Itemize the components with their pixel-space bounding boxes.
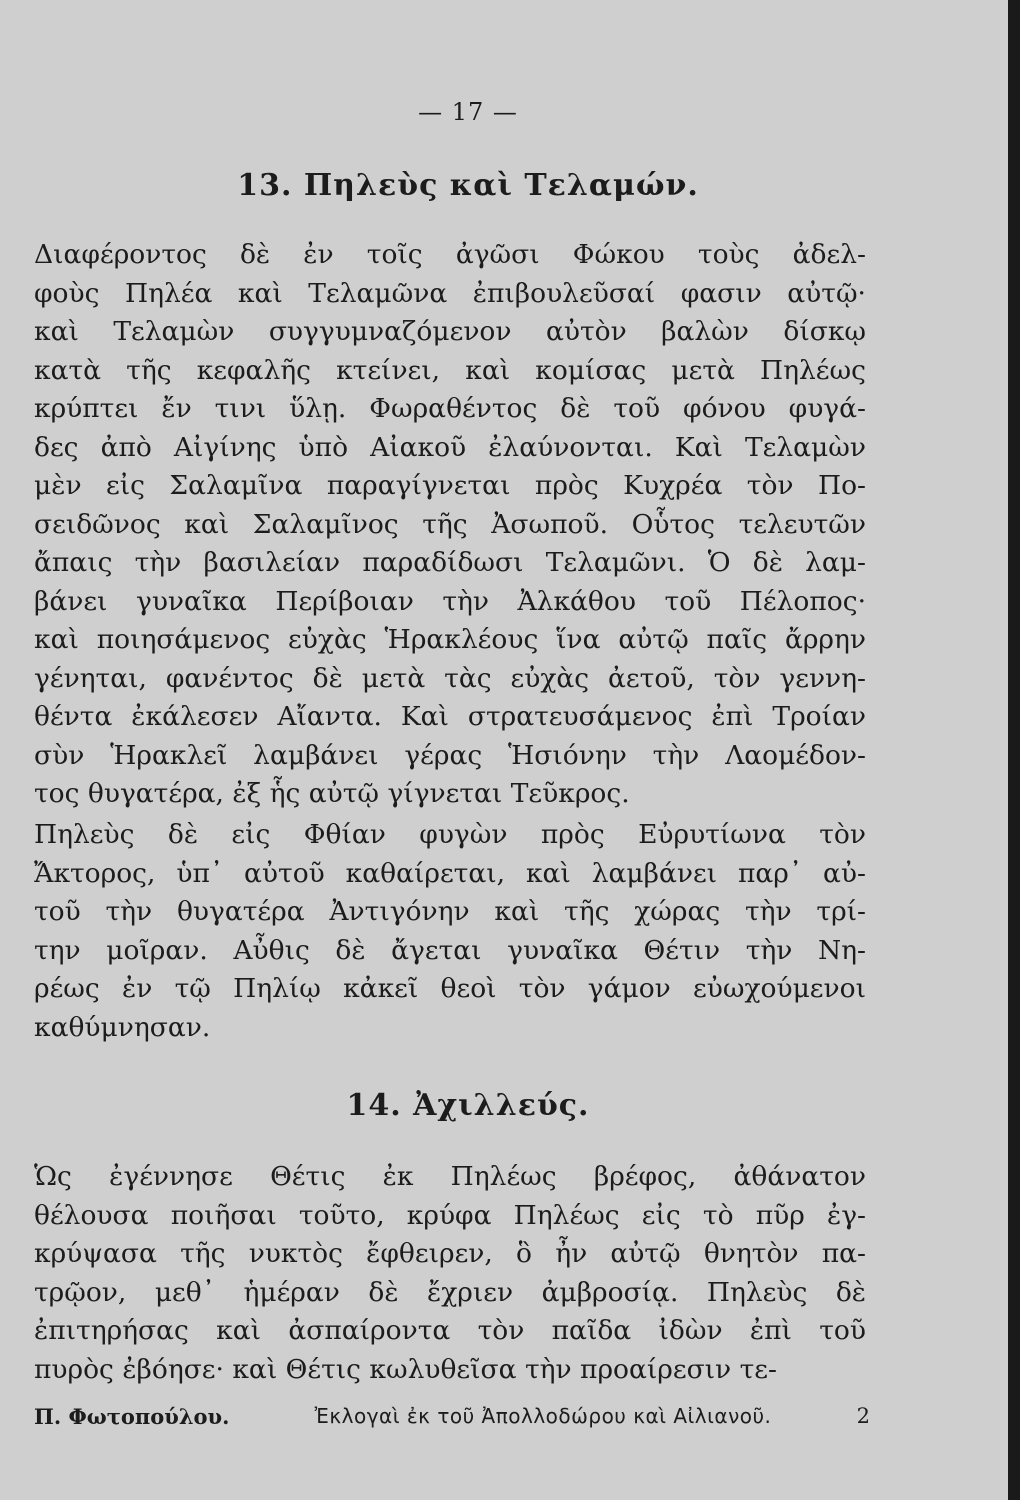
text-line: θέλουσα ποιῆσαι τοῦτο, κρύφα Πηλέως εἰς τὸ πῦρ ἐγ-: [34, 1199, 866, 1231]
text-line: σειδῶνος καὶ Σαλαμῖνος τῆς Ἀσωποῦ. Οὗτος τελευτῶν: [34, 508, 866, 540]
section-13-heading: 13. Πηλεὺς καὶ Τελαμών.: [237, 168, 699, 203]
text-line: ἐπιτηρήσας καὶ ἀσπαίροντα τὸν παῖδα ἰδὼν ἐπὶ τοῦ: [34, 1315, 866, 1346]
text-line: βάνει γυναῖκα Περίβοιαν τὴν Ἀλκάθου τοῦ Πέλοπος·: [34, 585, 866, 617]
text-line: Ἄκτορος, ὑπ᾽ αὐτοῦ καθαίρεται, καὶ λαμβάνει παρ᾽ αὐ-: [34, 857, 866, 889]
text-line: θέντα ἐκάλεσεν Αἴαντα. Καὶ στρατευσάμενος ἐπὶ Τροίαν: [34, 701, 866, 732]
page-footer: [34, 1404, 870, 1429]
text-line: κατὰ τῆς κεφαλῆς κτείνει, καὶ κομίσας μετὰ Πηλέως: [34, 354, 866, 386]
text-line: την μοῖραν. Αὖθις δὲ ἄγεται γυναῖκα Θέτιν τὴν Νη-: [34, 934, 866, 966]
page-edge-shadow: [1008, 0, 1020, 1500]
text-line: καὶ ποιησάμενος εὐχὰς Ἡρακλέους ἵνα αὐτῷ παῖς ἄρρην: [34, 624, 866, 655]
footer-author: Π. Φωτοπούλου.: [34, 1404, 230, 1429]
text-line: τος θυγατέρα, ἐξ ἧς αὐτῷ γίγνεται Τεῦκρος.: [34, 778, 630, 809]
text-line: φοὺς Πηλέα καὶ Τελαμῶνα ἐπιβουλεῦσαί φασιν αὐτῷ·: [34, 277, 866, 309]
footer-signature-number: 2: [856, 1404, 870, 1428]
section-13-paragraph-2: [34, 816, 866, 1047]
section-14-heading: 14. Ἀχιλλεύς.: [346, 1088, 590, 1123]
text-line: τρῷον, μεθ᾽ ἡμέραν δὲ ἔχριεν ἀμβροσίᾳ. Πηλεὺς δὲ: [34, 1276, 866, 1308]
text-line: κρύψασα τῆς νυκτὸς ἔφθειρεν, ὃ ἦν αὐτῷ θνητὸν πα-: [34, 1238, 866, 1269]
text-line: τοῦ τὴν θυγατέρα Ἀντιγόνην καὶ τῆς χώρας τὴν τρί-: [34, 896, 866, 927]
text-line: Πηλεὺς δὲ εἰς Φθίαν φυγὼν πρὸς Εὐρυτίωνα τὸν: [34, 819, 866, 850]
section-13-paragraph-1: [34, 236, 866, 814]
text-line: ρέως ἐν τῷ Πηλίῳ κἀκεῖ θεοὶ τὸν γάμον εὐωχούμενοι: [34, 973, 866, 1004]
text-line: Ὡς ἐγέννησε Θέτις ἐκ Πηλέως βρέφος, ἀθάνατον: [34, 1161, 866, 1192]
page-number: — 17 —: [418, 98, 518, 126]
text-line: σὺν Ἡρακλεῖ λαμβάνει γέρας Ἡσιόνην τὴν Λαομέδον-: [34, 739, 866, 771]
text-line: κρύπτει ἔν τινι ὕλῃ. Φωραθέντος δὲ τοῦ φόνου φυγά-: [34, 393, 866, 424]
text-line: Διαφέροντος δὲ ἐν τοῖς ἀγῶσι Φώκου τοὺς ἀδελ-: [34, 239, 866, 270]
section-14-paragraph-1: [34, 1158, 866, 1389]
text-line: πυρὸς ἐβόησε· καὶ Θέτις κωλυθεῖσα τὴν προαίρεσιν τε-: [34, 1353, 777, 1385]
text-line: καθύμνησαν.: [34, 1011, 211, 1043]
text-line: καὶ Τελαμὼν συγγυμναζόμενον αὐτὸν βαλὼν δίσκῳ: [34, 316, 866, 347]
text-line: ἄπαις τὴν βασιλείαν παραδίδωσι Τελαμῶνι. Ὁ δὲ λαμ-: [34, 547, 866, 578]
footer-book-title: Ἐκλογαὶ ἐκ τοῦ Ἀπολλοδώρου καὶ Αἰλιανοῦ.: [314, 1404, 772, 1428]
text-line: γένηται, φανέντος δὲ μετὰ τὰς εὐχὰς ἀετοῦ, τὸν γεννη-: [34, 662, 866, 694]
text-line: μὲν εἰς Σαλαμῖνα παραγίγνεται πρὸς Κυχρέα τὸν Πο-: [34, 470, 866, 501]
text-line: δες ἀπὸ Αἰγίνης ὑπὸ Αἰακοῦ ἐλαύνονται. Καὶ Τελαμὼν: [34, 431, 866, 463]
